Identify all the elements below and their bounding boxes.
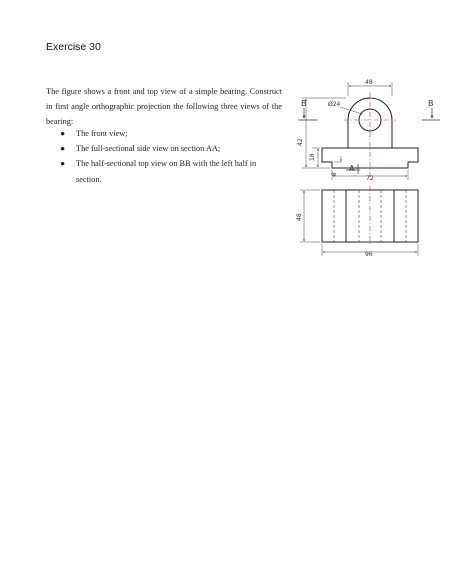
exercise-title: Exercise 30 bbox=[46, 41, 101, 53]
dim-hole-dia-label: Ø24 bbox=[328, 101, 341, 108]
section-line-bb bbox=[298, 108, 440, 120]
bullet-icon: ● bbox=[60, 144, 66, 154]
dim-base-height-label: 18 bbox=[309, 153, 316, 161]
dim-top-depth bbox=[300, 190, 320, 242]
section-label-b-left: B bbox=[301, 99, 307, 108]
section-label-a: A bbox=[349, 164, 355, 173]
task-list bbox=[46, 126, 282, 187]
task-text-3: The half-sectional top view on BB with the left half in section. bbox=[76, 159, 257, 184]
dim-base-width-label: 72 bbox=[366, 175, 374, 182]
dim-top-width-label: 48 bbox=[365, 79, 373, 86]
task-text-2: The full-sectional side view on section AA; bbox=[76, 144, 221, 154]
dim-total-height-label: 42 bbox=[297, 138, 304, 146]
dim-top-length-label: 96 bbox=[365, 251, 373, 258]
task-text-1: The front view; bbox=[76, 129, 128, 138]
dim-slot bbox=[334, 156, 342, 162]
task-item-3 bbox=[46, 156, 282, 186]
bearing-drawing bbox=[290, 75, 440, 265]
dim-top-depth-label: 48 bbox=[296, 213, 303, 221]
task-item-1 bbox=[46, 126, 282, 141]
dim-slot-label: 8 bbox=[331, 172, 338, 176]
task-item-2 bbox=[46, 141, 282, 156]
section-label-b-right: B bbox=[428, 99, 434, 108]
intro-paragraph bbox=[46, 84, 282, 130]
bullet-icon: ● bbox=[60, 129, 66, 138]
intro-text: The figure shows a front and top view of a simple bearing. Construct in first angle orthographic projection the following three views of the bearing: bbox=[46, 87, 282, 127]
bullet-icon: ● bbox=[60, 159, 66, 169]
